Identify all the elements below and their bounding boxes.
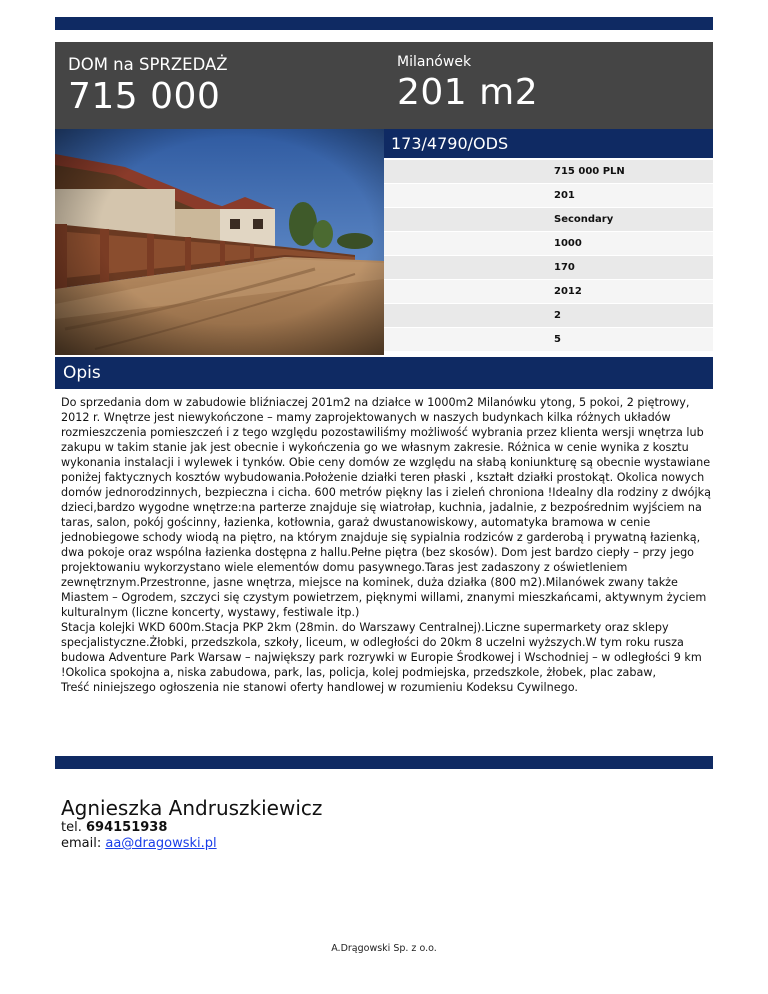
spec-row xyxy=(384,184,713,207)
spec-value-price: 715 000 PLN xyxy=(546,160,713,183)
spec-row xyxy=(384,256,713,279)
property-photo xyxy=(55,129,384,355)
email-label: email: xyxy=(61,836,102,851)
spec-value-usable: 170 xyxy=(546,256,713,279)
footer-company: A.Drągowski Sp. z o.o. xyxy=(331,943,437,954)
agent-email-link[interactable]: aa@dragowski.pl xyxy=(105,836,217,851)
agent-phone: 694151938 xyxy=(85,820,168,835)
spec-row xyxy=(384,280,713,303)
description-heading: Opis xyxy=(55,357,713,389)
spec-row xyxy=(384,232,713,255)
spec-row xyxy=(384,328,713,351)
location-label: Milanówek xyxy=(397,54,472,70)
spec-value-year: 2012 xyxy=(546,280,713,303)
listing-price: 715 000 xyxy=(68,76,221,117)
listing-header xyxy=(55,42,713,129)
spec-row xyxy=(384,208,713,231)
description-text: Do sprzedania dom w zabudowie bliźniaczej 201m2 na działce w 1000m2 Milanówku ytong, 5 pokoi, 2 piętrowy, 2012 r. Wnętrze jest niewykończone – mamy zaprojektowanych w naszych budynkach kilka różnych układów rozmieszczenia pomieszczeń i z tego względu pozostawiliśmy możliwość wybrania przez klienta wersji wnętrza lub zakupu w takim stanie jak jest obecnie i wykończenia go we własnym zakresie. Różnica w cenie wynika z kosztu wykonania instalacji i wylewek i tynków. Obie ceny domów ze względu na słabą koniunkturę są obecnie wystawiane poniżej faktycznych kosztów wybudowania.Położenie działki teren płaski , kształt działki prostokąt. Okolica nowych domów jednorodzinnych, bezpieczna i cicha. 600 metrów piękny las i zieleń chroniona !Idealny dla rodziny z dwójką dzieci,bardzo wygodne wnętrze:na parterze znajduje się wiatrołap, kuchnia, jadalnie, z bezpośrednim wyjściem na taras, salon, pokój gościnny, łazienka, kotłownia, garaż dwustanowiskowy, automatyka bramowa w cenie jednobiegowe schody wiodą na piętro, na którym znajduje się sypialnia rodziców z garderobą i prywatną łazienką, dwa pokoje oraz wspólna łazienka dostępna z hallu.Pełne piętra (bez skosów). Dom jest bardzo ciepły – przy jego projektowaniu wykorzystano wiele elementów domu pasywnego.Taras jest zadaszony z oświetleniem zewnętrznym.Przestronne, jasne wnętrza, miejsce na kominek, duża działka (800 m2).Milanówek zwany także Miastem – Ogrodem, szczyci się czystym powietrzem, pięknymi willami, znanymi mieszkańcami, aktywnym życiem kulturalnym (liczne koncerty, wystawy, festiwale itp.) Stacja kolejki WKD 600m.Stacja PKP 2km (28min. do Warszawy Centralnej).Liczne supermarkety oraz sklepy specjalistyczne.Żłobki, przedszkola, szkoły, liceum, w odległości do 20km 8 uczelni wyższych.W tym roku rusza budowa Adventure Park Warsaw – największy park rozrywki w Europie Środkowej i Wschodniej – w odległości 9 km !Okolica spokojna a, niska zabudowa, park, las, policja, kolej podmiejska, przedszkole, żłobek, plac zabaw, Treść niniejszego ogłoszenia nie stanowi oferty handlowej w rozumieniu Kodeksu Cywilnego. xyxy=(61,396,711,694)
listing-type-label: DOM na SPRZEDAŻ xyxy=(68,55,228,74)
spec-row xyxy=(384,304,713,327)
spec-value-rooms: 5 xyxy=(546,328,713,351)
spec-value-plot: 1000 xyxy=(546,232,713,255)
listing-area: 201 m2 xyxy=(397,72,539,113)
bottom-accent-bar xyxy=(55,756,713,769)
spec-value-floors: 2 xyxy=(546,304,713,327)
agent-contact xyxy=(61,796,701,852)
spec-value-market: Secondary xyxy=(546,208,713,231)
reference-number: 173/4790/ODS xyxy=(384,129,713,158)
price-block xyxy=(68,55,228,117)
agent-phone-line xyxy=(61,820,701,836)
agent-name: Agnieszka Andruszkiewicz xyxy=(61,796,323,820)
spec-value-area: 201 xyxy=(546,184,713,207)
agent-email-line xyxy=(61,836,701,852)
area-block xyxy=(397,53,538,113)
top-accent-bar xyxy=(55,17,713,30)
spec-table xyxy=(384,160,713,352)
phone-label: tel. xyxy=(61,820,82,835)
spec-row xyxy=(384,160,713,183)
